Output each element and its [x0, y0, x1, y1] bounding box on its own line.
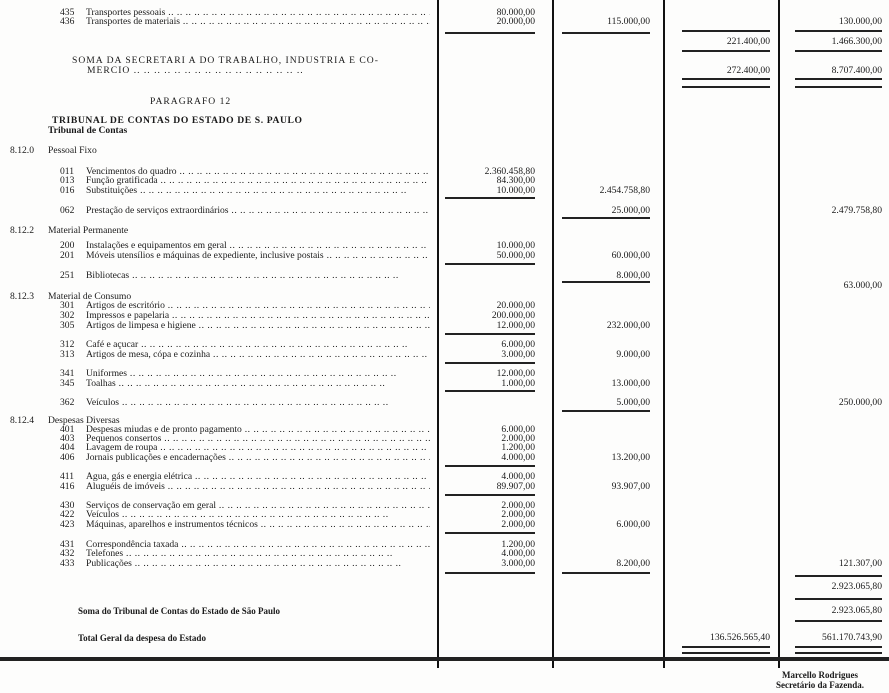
- ledger-row: [0, 226, 889, 236]
- account-code: 423: [60, 520, 75, 530]
- account-code: 433: [60, 559, 75, 569]
- account-code: 013: [60, 176, 75, 186]
- account-description: Aluguéis de imóveis: [86, 482, 165, 492]
- account-code: 8.12.4: [10, 416, 34, 426]
- amount-c1: 84.300,00: [496, 175, 535, 186]
- row-label: [60, 311, 430, 321]
- ledger-row: [0, 97, 889, 107]
- sum-rule: [682, 86, 770, 88]
- ledger-row: [0, 633, 889, 643]
- account-code: 435: [60, 8, 75, 18]
- sum-rule: [562, 410, 650, 412]
- account-description: Instalações e equipamentos em geral: [86, 241, 227, 251]
- ledger-row: [0, 311, 889, 321]
- amount-c2: 25.000,00: [611, 205, 650, 216]
- account-description: Vencimentos do quadro: [86, 167, 177, 177]
- sum-rule: [445, 465, 535, 467]
- account-description: PARAGRAFO 12: [150, 97, 232, 107]
- account-description: Despesas Diversas: [48, 416, 120, 426]
- account-description: Artigos de escritório: [86, 301, 165, 311]
- amount-c1: 12.000,00: [496, 368, 535, 379]
- amount-c2: 60.000,00: [611, 250, 650, 261]
- account-description: Pequenos consertos: [86, 434, 162, 444]
- ledger-row: [0, 340, 889, 350]
- sum-rule: [562, 32, 650, 34]
- amount-c1: 10.000,00: [496, 185, 535, 196]
- amount-c2: 8.000,00: [616, 270, 650, 281]
- ledger-row: [0, 37, 889, 47]
- account-description: Uniformes: [86, 369, 128, 379]
- ledger-row: [0, 606, 889, 616]
- amount-c2: 93.907,00: [611, 481, 650, 492]
- sum-rule: [445, 362, 535, 364]
- account-code: 345: [60, 379, 75, 389]
- amount-c1: 3.000,00: [501, 349, 535, 360]
- sum-rule: [795, 30, 882, 32]
- amount-c1: 80.000,00: [496, 7, 535, 18]
- sum-rule: [795, 620, 882, 622]
- amount-c1: 12.000,00: [496, 320, 535, 331]
- account-description: Lavagem de roupa: [86, 443, 158, 453]
- row-label: [10, 146, 380, 156]
- sum-rule: [795, 646, 882, 648]
- amount-c1: 1.200,00: [501, 442, 535, 453]
- sum-rule: [445, 32, 535, 34]
- sum-rule: [682, 50, 770, 52]
- amount-c4: 2.923.065,80: [831, 605, 882, 616]
- ledger-row: [0, 472, 889, 482]
- row-label: [48, 126, 418, 136]
- amount-c1: 4.000,00: [501, 452, 535, 463]
- page-bottom-rule: [0, 657, 889, 661]
- account-code: 362: [60, 398, 75, 408]
- ledger-row: [0, 369, 889, 379]
- amount-c4: 63.000,00: [843, 280, 882, 291]
- account-description: Telefones: [86, 549, 124, 559]
- ledger-row: [0, 350, 889, 360]
- amount-c4: 2.923.065,80: [831, 581, 882, 592]
- row-label: [60, 369, 430, 379]
- amount-c1: 2.000,00: [501, 509, 535, 520]
- row-label: [60, 559, 430, 569]
- account-code: 201: [60, 251, 75, 261]
- ledger-row: [0, 146, 889, 156]
- amount-c4: 130.000,00: [838, 16, 882, 27]
- ledger-row: [0, 453, 889, 463]
- ledger-row: [0, 582, 889, 592]
- amount-c1: 3.000,00: [501, 558, 535, 569]
- account-description: Café e açucar: [86, 340, 139, 350]
- account-description: Jornais publicações e encadernações: [86, 453, 226, 463]
- row-label: [60, 482, 430, 492]
- amount-c4: 8.707.400,00: [831, 65, 882, 76]
- amount-c1: 50.000,00: [496, 250, 535, 261]
- account-description: Água, gás e energia elétrica: [86, 472, 193, 482]
- sum-rule: [682, 30, 770, 32]
- account-description: Veículos: [86, 510, 120, 520]
- amount-c3: 272.400,00: [726, 65, 770, 76]
- row-label: [78, 633, 448, 643]
- account-code: 8.12.0: [10, 146, 34, 156]
- account-description: Material Permanente: [48, 226, 129, 236]
- ledger-row: [0, 520, 889, 530]
- row-label: [10, 226, 380, 236]
- amount-c1: 6.000,00: [501, 424, 535, 435]
- row-label: [60, 379, 430, 389]
- account-code: 431: [60, 540, 75, 550]
- account-code: 432: [60, 549, 75, 559]
- sum-rule: [445, 263, 535, 265]
- amount-c4: 250.000,00: [838, 397, 882, 408]
- amount-c2: 13.200,00: [611, 452, 650, 463]
- account-code: 436: [60, 17, 75, 27]
- account-description: Substituições: [86, 186, 138, 196]
- ledger-row: [0, 398, 889, 408]
- account-code: 301: [60, 301, 75, 311]
- amount-c1: 4.000,00: [501, 548, 535, 559]
- amount-c1: 2.000,00: [501, 519, 535, 530]
- account-description: SOMA DA SECRETARI A DO TRABALHO, INDÚSTRIA E CO-: [72, 56, 379, 66]
- amount-c1: 4.000,00: [501, 471, 535, 482]
- row-label: [60, 321, 430, 331]
- account-description: Toalhas: [86, 379, 116, 389]
- row-label: [60, 241, 430, 251]
- row-label: [60, 251, 430, 261]
- account-code: 062: [60, 206, 75, 216]
- row-label: [60, 350, 430, 360]
- ledger-row: [0, 559, 889, 569]
- ledger-row: [0, 66, 889, 76]
- amount-c1: 2.000,00: [501, 433, 535, 444]
- row-label: [52, 116, 422, 126]
- account-description: Artigos de mesa, cópa e cozinha: [86, 350, 211, 360]
- account-description: Impressos e papelaria: [86, 311, 170, 321]
- ledger-row: [0, 251, 889, 261]
- amount-c1: 20.000,00: [496, 16, 535, 27]
- account-code: 403: [60, 434, 75, 444]
- account-description: TRIBUNAL DE CONTAS DO ESTADO DE S. PAULO: [52, 116, 303, 126]
- account-description: Publicações: [86, 559, 132, 569]
- sum-rule: [795, 652, 882, 654]
- amount-c1: 20.000,00: [496, 300, 535, 311]
- ledger-row: [0, 549, 889, 559]
- account-description: Função gratificada: [86, 176, 158, 186]
- row-label: [60, 206, 430, 216]
- ledger-row: [0, 510, 889, 520]
- account-description: Artigos de limpesa e higiene: [86, 321, 196, 331]
- amount-c1: 1.000,00: [501, 378, 535, 389]
- amount-c3: 221.400,00: [726, 36, 770, 47]
- sum-rule: [562, 572, 650, 574]
- sum-rule: [795, 50, 882, 52]
- account-description: Correspondência taxada: [86, 540, 179, 550]
- row-label: [60, 17, 430, 27]
- ledger-row: [0, 186, 889, 196]
- account-description: Prestação de serviços extraordinários: [86, 206, 229, 216]
- amount-c1: 10.000,00: [496, 240, 535, 251]
- account-code: 404: [60, 443, 75, 453]
- sum-rule: [562, 217, 650, 219]
- amount-c2: 232.000,00: [606, 320, 650, 331]
- amount-c2: 115.000,00: [607, 16, 650, 27]
- row-label: [72, 56, 432, 66]
- amount-c2: 8.200,00: [616, 558, 650, 569]
- signatory-title: Secretário da Fazenda.: [775, 680, 865, 690]
- account-code: 313: [60, 350, 75, 360]
- ledger-row: [0, 126, 889, 136]
- account-code: 312: [60, 340, 75, 350]
- row-label: [60, 549, 430, 559]
- sum-rule: [445, 390, 535, 392]
- amount-c4: 2.479.758,80: [831, 205, 882, 216]
- account-code: 302: [60, 311, 75, 321]
- ledger-row: [0, 17, 889, 27]
- account-description: Serviços de conservação em geral: [86, 501, 216, 511]
- row-label: [60, 472, 430, 482]
- ledger-row: [0, 443, 889, 453]
- amount-c1: 89.907,00: [496, 481, 535, 492]
- account-description: Veículos: [86, 398, 120, 408]
- account-code: 406: [60, 453, 75, 463]
- account-code: 341: [60, 369, 75, 379]
- row-label: [78, 606, 448, 616]
- row-label: [60, 176, 430, 186]
- account-description: Soma do Tribunal de Contas do Estado de São Paulo: [78, 606, 280, 616]
- account-description: Transportes de materiais: [86, 17, 180, 27]
- account-description: Máquinas, aparelhos e instrumentos técnicos: [86, 520, 258, 530]
- account-code: 8.12.2: [10, 226, 34, 236]
- sum-rule: [445, 532, 535, 534]
- sum-rule: [682, 646, 770, 648]
- sum-rule: [445, 494, 535, 496]
- account-description: Tribunal de Contas: [48, 126, 128, 136]
- sum-rule: [795, 86, 882, 88]
- ledger-row: [0, 271, 889, 281]
- account-description: Despesas miudas e de pronto pagamento: [86, 425, 242, 435]
- amount-c2: 5.000,00: [616, 397, 650, 408]
- sum-rule: [445, 333, 535, 335]
- row-label: [60, 443, 430, 453]
- row-label: [60, 398, 430, 408]
- amount-c1: 200.000,00: [491, 310, 535, 321]
- account-code: 411: [60, 472, 75, 482]
- account-code: 200: [60, 241, 75, 251]
- row-label: [60, 186, 430, 196]
- account-code: 011: [60, 167, 75, 177]
- row-label: [60, 510, 430, 520]
- ledger-row: [0, 379, 889, 389]
- account-description: Móveis utensílios e máquinas de expediente, inclusive postais: [86, 251, 324, 261]
- account-code: 8.12.3: [10, 292, 34, 302]
- account-code: 416: [60, 482, 75, 492]
- account-description: Material de Consumo: [48, 292, 132, 302]
- row-label: [87, 66, 457, 76]
- ledger-row: [0, 206, 889, 216]
- row-label: [60, 453, 430, 463]
- account-code: 422: [60, 510, 75, 520]
- amount-c3: 136.526.565,40: [710, 632, 770, 643]
- row-label: [60, 520, 430, 530]
- account-code: 305: [60, 321, 75, 331]
- amount-c1: 1.200,00: [501, 539, 535, 550]
- amount-c2: 9.000,00: [616, 349, 650, 360]
- amount-c1: 2.360.458,80: [484, 166, 535, 177]
- amount-c4: 1.466.300,00: [831, 36, 882, 47]
- ledger-row: [0, 281, 889, 291]
- amount-c1: 6.000,00: [501, 339, 535, 350]
- sum-rule: [795, 78, 882, 80]
- row-label: [150, 97, 520, 107]
- ledger-row: [0, 482, 889, 492]
- sum-rule: [445, 197, 535, 199]
- amount-c4: 561.170.743,90: [822, 632, 882, 643]
- account-description: Total Geral da despesa do Estado: [78, 633, 206, 643]
- amount-c2: 2.454.758,80: [599, 185, 650, 196]
- account-description: Pessoal Fixo: [48, 146, 97, 156]
- amount-c1: 2.000,00: [501, 500, 535, 511]
- account-description: Bibliotecas: [86, 271, 130, 281]
- ledger-row: [0, 176, 889, 186]
- account-description: Transportes pessoais: [86, 8, 166, 18]
- sum-rule: [445, 572, 535, 574]
- ledger-row: [0, 116, 889, 126]
- sum-rule: [682, 652, 770, 654]
- account-description: MÉRCIO: [87, 66, 131, 76]
- row-label: [60, 271, 430, 281]
- signature-block: [760, 670, 880, 690]
- amount-c2: 13.000,00: [611, 378, 650, 389]
- amount-c2: 6.000,00: [616, 519, 650, 530]
- sum-rule: [795, 598, 882, 600]
- row-label: [60, 301, 430, 311]
- row-label: [60, 340, 430, 350]
- amount-c4: 121.307,00: [838, 558, 882, 569]
- account-code: 430: [60, 501, 75, 511]
- sum-rule: [682, 78, 770, 80]
- account-code: 251: [60, 271, 75, 281]
- account-code: 016: [60, 186, 75, 196]
- ledger-row: [0, 321, 889, 331]
- ledger-row: [0, 301, 889, 311]
- signatory-name: Marcello Rodrigues: [781, 670, 859, 680]
- ledger-row: [0, 241, 889, 251]
- sum-rule: [795, 575, 882, 577]
- account-code: 401: [60, 425, 75, 435]
